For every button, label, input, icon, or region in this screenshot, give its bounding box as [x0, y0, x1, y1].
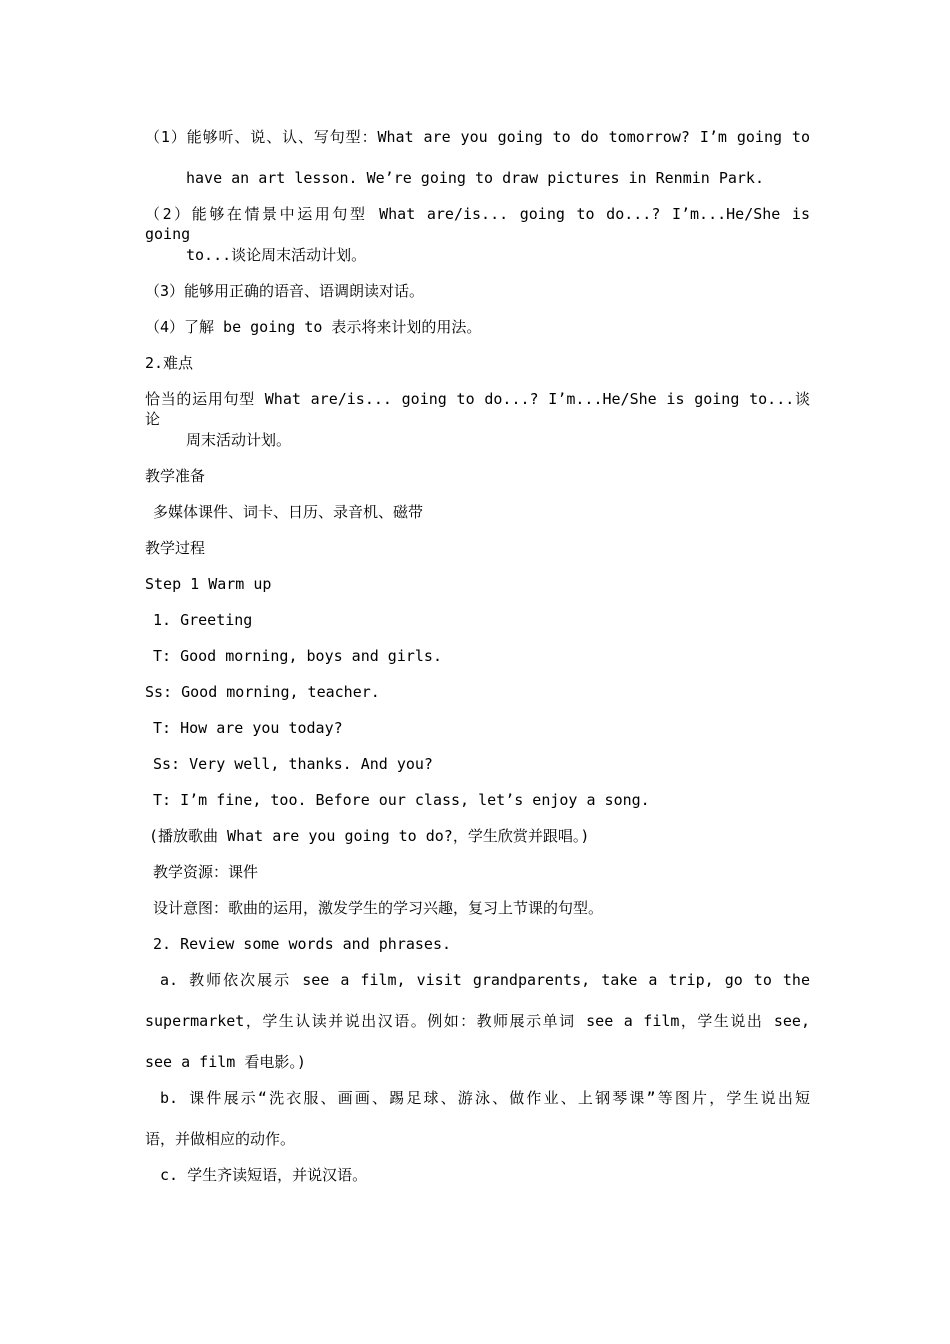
review-a-line-1: a. 教师依次展示 see a film, visit grandparents, take a trip, go to the — [160, 971, 810, 989]
process-heading: 教学过程 — [145, 539, 206, 557]
difficulty-line-2: 周末活动计划。 — [186, 431, 292, 449]
difficulty-line-1: 恰当的运用句型 What are/is... going to do...? I’m...He/She is going to...谈论 — [145, 390, 810, 428]
song-note: (播放歌曲 What are you going to do?，学生欣赏并跟唱。) — [149, 827, 590, 845]
review-c: c. 学生齐读短语，并说汉语。 — [160, 1166, 368, 1184]
objective-1-line-2: have an art lesson. We’re going to draw pictures in Renmin Park. — [186, 169, 764, 187]
dialogue-line: T: I’m fine, too. Before our class, let’s enjoy a song. — [153, 791, 650, 809]
review-b-line-1: b. 课件展示“洗衣服、画画、踢足球、游泳、做作业、上钢琴课”等图片，学生说出短 — [160, 1089, 810, 1107]
objective-1-line-1: （1）能够听、说、认、写句型：What are you going to do tomorrow? I’m going to — [145, 128, 810, 146]
difficulty-heading: 2.难点 — [145, 354, 194, 372]
dialogue-line: Ss: Good morning, teacher. — [145, 683, 380, 701]
objective-4: （4）了解 be going to 表示将来计划的用法。 — [145, 318, 482, 336]
teaching-resource: 教学资源：课件 — [153, 863, 259, 881]
preparation-content: 多媒体课件、词卡、日历、录音机、磁带 — [153, 503, 424, 521]
review-a-line-3: see a film 看电影。) — [145, 1053, 306, 1071]
dialogue-line: T: Good morning, boys and girls. — [153, 647, 442, 665]
greeting-title: 1. Greeting — [153, 611, 253, 629]
objective-3: （3）能够用正确的语音、语调朗读对话。 — [145, 282, 425, 300]
dialogue-line: T: How are you today? — [153, 719, 343, 737]
review-title: 2. Review some words and phrases. — [153, 935, 452, 953]
objective-2-line-1: （2）能够在情景中运用句型 What are/is... going to do...? I’m...He/She is going — [145, 205, 810, 243]
review-a-line-2: supermarket，学生认读并说出汉语。例如：教师展示单词 see a film，学生说出 see, — [145, 1012, 810, 1030]
design-intent: 设计意图：歌曲的运用，激发学生的学习兴趣，复习上节课的句型。 — [153, 899, 604, 917]
objective-2-line-2: to...谈论周末活动计划。 — [186, 246, 367, 264]
preparation-heading: 教学准备 — [145, 467, 206, 485]
dialogue-line: Ss: Very well, thanks. And you? — [153, 755, 433, 773]
step-1-title: Step 1 Warm up — [145, 575, 272, 593]
review-b-line-2: 语，并做相应的动作。 — [145, 1130, 296, 1148]
